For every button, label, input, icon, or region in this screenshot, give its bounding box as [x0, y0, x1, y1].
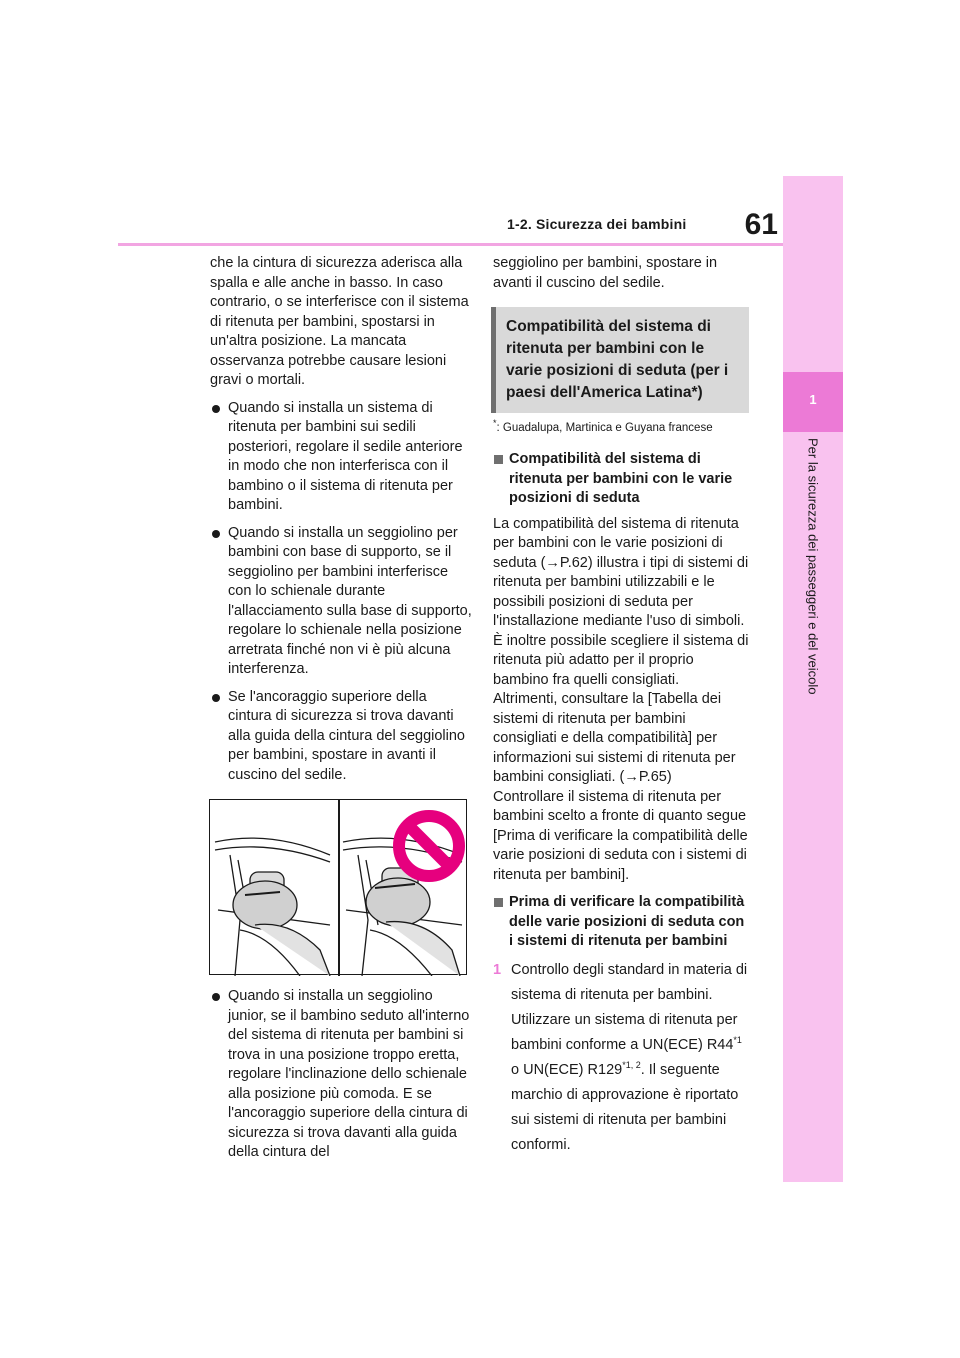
footnote [493, 418, 749, 436]
step-item [493, 958, 749, 1158]
section-header: 1-2. Sicurezza dei bambini [507, 216, 687, 232]
square-bullet-icon [494, 455, 503, 464]
footnote-ref: *1 [733, 1034, 742, 1045]
bullet-text: Se l'ancoraggio superiore della cintura di sicurezza si trova davanti alla guida della cintura del seggiolino per bambini, spostare in avanti il cuscino del sedile. [228, 688, 465, 783]
body-paragraph: La compatibilità del sistema di ritenuta per bambini con le varie posizioni di seduta (→P.62) illustra i tipi di sistemi di ritenuta per bambini utilizzabili e le possibili posizioni di seduta per l'installazione mediante l'uso di simboli. [493, 515, 749, 629]
chapter-label: Per la sicurezza dei passeggeri e del veicolo [805, 438, 821, 695]
prohibited-sign-icon [399, 816, 459, 876]
bullet-dot-icon [212, 694, 220, 702]
chapter-number: 1 [809, 392, 817, 407]
page-number: 61 [744, 208, 778, 241]
subheading-compatibility [493, 450, 749, 509]
intro-paragraph: che la cintura di sicurezza aderisca alla spalla e alle anche in basso. In caso contrario, o se interferisce con il sistema di ritenuta per bambini, spostarsi in un'altra posizione. La mancata osservanza potrebbe causare lesioni gravi o mortali. [210, 255, 469, 388]
body-paragraph: Controllare il sistema di ritenuta per bambini scelto a fronte di quanto segue [Prima di verificare la compatibilità delle varie posizioni di seduta con i sistemi di ritenuta per bambini]. [493, 788, 748, 883]
continuation-paragraph: seggiolino per bambini, spostare in avanti il cuscino del sedile. [493, 255, 718, 291]
step-text: . Il seguente marchio di approvazione è riportato sui sistemi di ritenuta per bambini conformi. [511, 1061, 739, 1153]
square-bullet-icon [494, 898, 503, 907]
step-number: 1 [493, 961, 502, 978]
bullet-text: Quando si installa un sistema di ritenuta per bambini sui sedili posteriori, regolare il sedile anteriore in modo che non interferisca con il bambino o il sistema di ritenuta per bambini. [228, 399, 463, 513]
subheading-text: Compatibilità del sistema di ritenuta per bambini con le varie posizioni di seduta [509, 451, 733, 506]
step-text: o UN(ECE) R129 [511, 1061, 623, 1078]
subheading-before-check [493, 893, 749, 952]
footnote-text: : Guadalupa, Martinica e Guyana francese [496, 422, 713, 434]
child-seat-illustration [210, 800, 468, 976]
bullet-dot-icon [212, 405, 220, 413]
bullet-dot-icon [212, 530, 220, 538]
left-panel-car-seat [215, 838, 330, 976]
illustration-figure [209, 799, 467, 975]
bullet-item [210, 524, 472, 680]
section-heading: Compatibilità del sistema di ritenuta per bambini con le varie posizioni di seduta (per i paesi dell'America Latina*) [491, 307, 749, 413]
bullet-item [210, 987, 472, 1163]
footnote-mark: * [493, 418, 497, 429]
step-text: Controllo degli standard in materia di sistema di ritenuta per bambini. Utilizzare un sistema di ritenuta per bambini conforme a UN(ECE) R44 [511, 961, 748, 1053]
bullet-item [210, 399, 472, 516]
footnote-ref: *1, 2 [622, 1059, 641, 1070]
body-paragraph: È inoltre possibile scegliere il sistema di ritenuta più adatto per il proprio bambino fra quelli consigliati. [493, 632, 749, 688]
chapter-label-container [783, 438, 843, 768]
right-column [493, 254, 749, 1158]
bullet-text: Quando si installa un seggiolino per bambini con base di supporto, se il seggiolino per bambini interferisce con lo schienale durante l'allacciamento sulla base di supporto, regolare lo schienale nella posizione arretrata finché non vi è più alcuna interferenza. [228, 524, 472, 677]
body-paragraph: Altrimenti, consultare la [Tabella dei sistemi di ritenuta per bambini consigliati e della compatibilità] per informazioni sui sistemi di ritenuta per bambini consigliati. (→P.65) [493, 691, 736, 785]
left-column [210, 254, 472, 1171]
bullet-dot-icon [212, 993, 220, 1001]
subheading-text: Prima di verificare la compatibilità delle varie posizioni di seduta con i sistemi di ritenuta per bambini [509, 894, 745, 949]
bullet-item [210, 688, 472, 786]
bullet-text: Quando si installa un seggiolino junior, se il bambino seduto all'interno del sistema di ritenuta per bambini si trova in una posizione troppo eretta, regolare l'inclinazione dello schienale alla posizione più comoda. E se l'ancoraggio superiore della cintura di sicurezza si trova davanti alla guida della cintura del [228, 988, 470, 1160]
header-rule [118, 243, 783, 246]
